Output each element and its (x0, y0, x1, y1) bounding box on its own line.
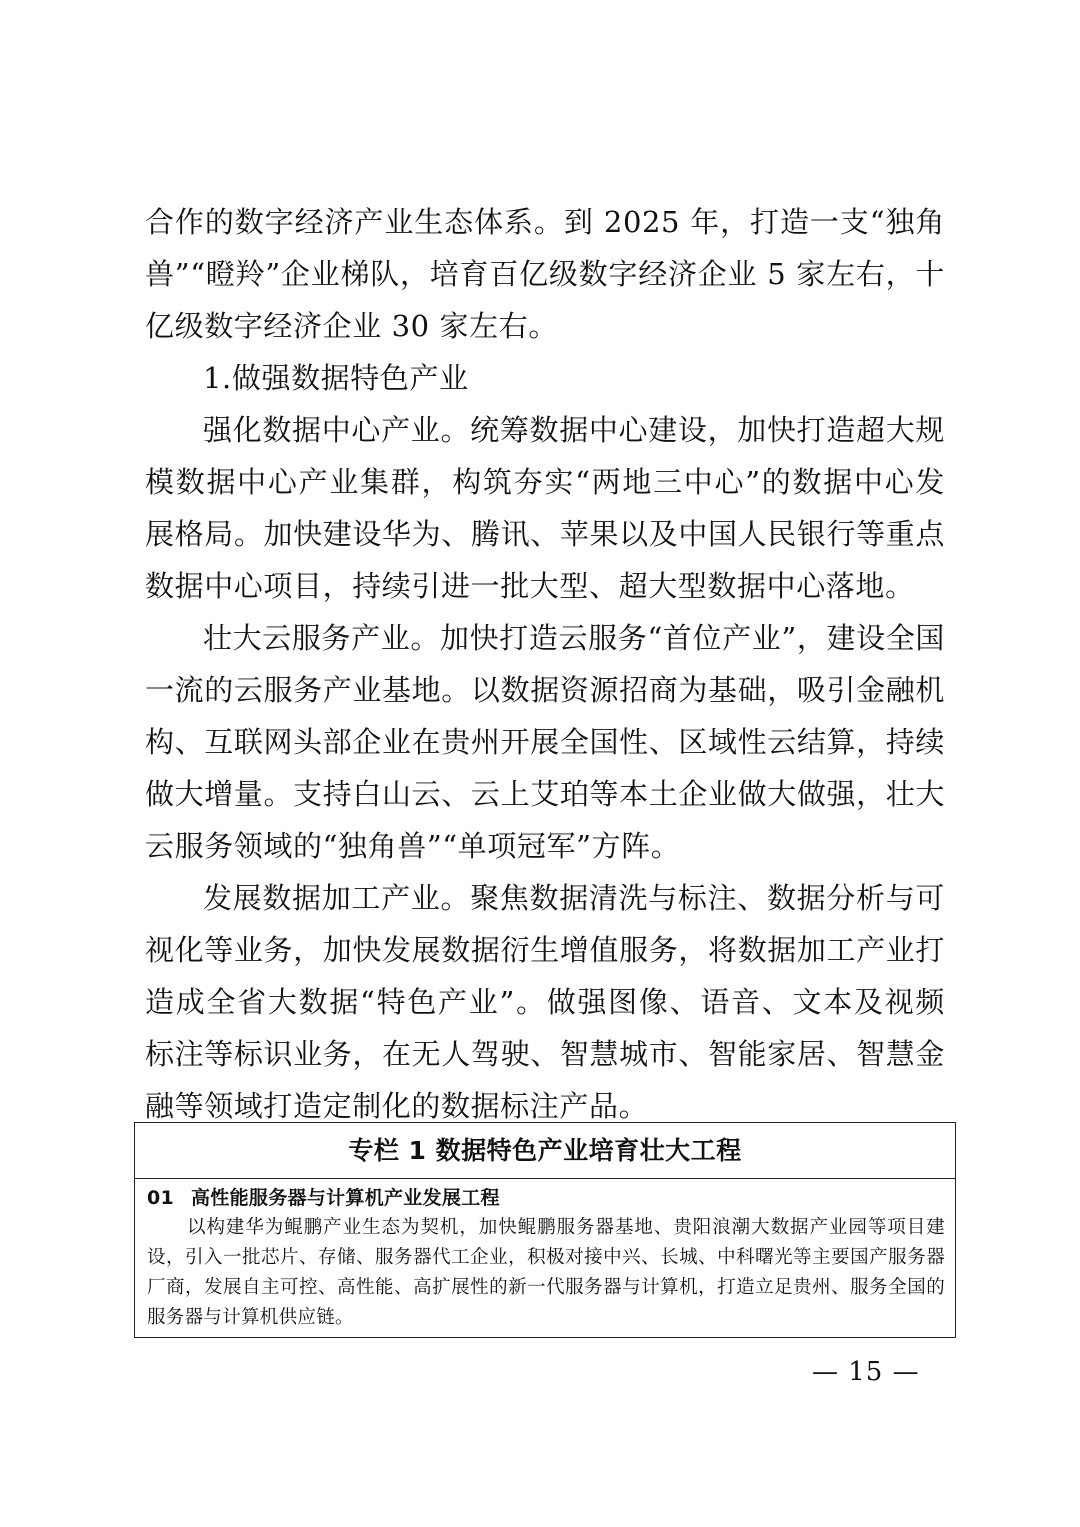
paragraph-cloud-service: 壮大云服务产业。加快打造云服务“首位产业”，建设全国一流的云服务产业基地。以数据资源招商为基础，吸引金融机构、互联网头部企业在贵州开展全国性、区域性云结算，持续做大增量。支持白山云、云上艾珀等本土企业做大做强，壮大云服务领域的“独角兽”“单项冠军”方阵。 (145, 621, 945, 863)
feature-box-body (135, 1179, 955, 1333)
paragraph-data-center: 强化数据中心产业。统筹数据中心建设，加快打造超大规模数据中心产业集群，构筑夯实“两地三中心”的数据中心发展格局。加快建设华为、腾讯、苹果以及中国人民银行等重点数据中心项目，持续引进一批大型、超大型数据中心落地。 (145, 413, 945, 603)
box-item-title: 高性能服务器与计算机产业发展工程 (191, 1187, 500, 1209)
section-heading: 1.做强数据特色产业 (203, 361, 469, 395)
box-item-text: 以构建华为鲲鹏产业生态为契机，加快鲲鹏服务器基地、贵阳浪潮大数据产业园等项目建设，引入一批芯片、存储、服务器代工企业，积极对接中兴、长城、中科曙光等主要国产服务器厂商，发展自主可控、高性能、高扩展性的新一代服务器与计算机，打造立足贵州、服务全国的服务器与计算机供应链。 (147, 1217, 945, 1328)
paragraph-continuation: 合作的数字经济产业生态体系。到 2025 年，打造一支“独角兽”“瞪羚”企业梯队，培育百亿级数字经济企业 5 家左右，十亿级数字经济企业 30 家左右。 (145, 205, 945, 343)
body-text (145, 196, 945, 1132)
paragraph-data-processing: 发展数据加工产业。聚焦数据清洗与标注、数据分析与可视化等业务，加快发展数据衍生增值服务，将数据加工产业打造成全省大数据“特色产业”。做强图像、语音、文本及视频标注等标识业务，在无人驾驶、智慧城市、智能家居、智慧金融等领域打造定制化的数据标注产品。 (145, 881, 945, 1123)
box-item-number: 01 (147, 1187, 175, 1209)
feature-box (134, 1122, 956, 1338)
box-item-heading (147, 1183, 945, 1213)
page-number: — 15 — (812, 1357, 920, 1387)
feature-box-title: 专栏 1 数据特色产业培育壮大工程 (135, 1123, 955, 1179)
